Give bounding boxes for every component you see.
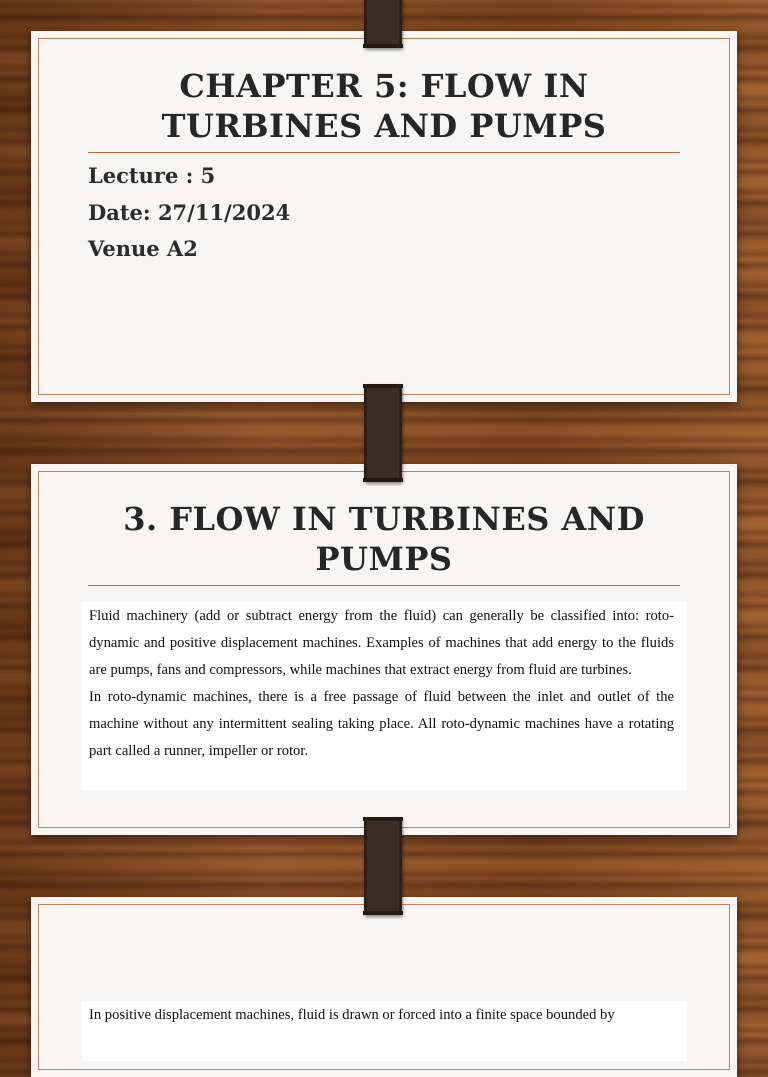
- slide-1-title-line1: CHAPTER 5: FLOW IN: [179, 67, 589, 105]
- slide-2-title-line1: 3. FLOW IN TURBINES AND: [123, 500, 645, 538]
- slide-3[interactable]: [31, 897, 737, 1077]
- slide-1-title-line2: TURBINES AND PUMPS: [161, 107, 607, 145]
- slide-2-title-line2: PUMPS: [315, 540, 453, 578]
- slide-2-title: [71, 499, 697, 579]
- slide-2[interactable]: [31, 464, 737, 835]
- lecture-label: Lecture : 5: [88, 163, 216, 188]
- binder-clip-top: [364, 0, 402, 48]
- slide-3-body-text: [82, 1001, 687, 1061]
- slide-1[interactable]: [31, 31, 737, 402]
- slide-2-body-text: [82, 602, 687, 790]
- slide-2-title-rule: [88, 585, 680, 586]
- binder-clip-middle: [364, 384, 402, 482]
- slide-1-title: [71, 66, 697, 146]
- date-label: Date: 27/11/2024: [88, 200, 291, 225]
- binder-clip-bottom: [364, 817, 402, 915]
- venue-label: Venue A2: [88, 236, 198, 261]
- slide-2-paragraph-2: In roto-dynamic machines, there is a free passage of fluid between the inlet and outlet of the machine without any intermittent sealing taking place. All roto-dynamic machines have a rotating part called a runner, impeller or rotor.: [89, 689, 674, 759]
- slide-1-title-rule: [88, 152, 680, 153]
- slide-3-paragraph-1: In positive displacement machines, fluid is drawn or forced into a finite space bounded by: [89, 1007, 615, 1023]
- slide-2-paragraph-1: Fluid machinery (add or subtract energy from the fluid) can generally be classified into: roto-dynamic and positive displacement machines. Examples of machines that add energy to the fluids are pumps, fans and compressors, while machines that extract energy from fluid are turbines.: [89, 608, 674, 678]
